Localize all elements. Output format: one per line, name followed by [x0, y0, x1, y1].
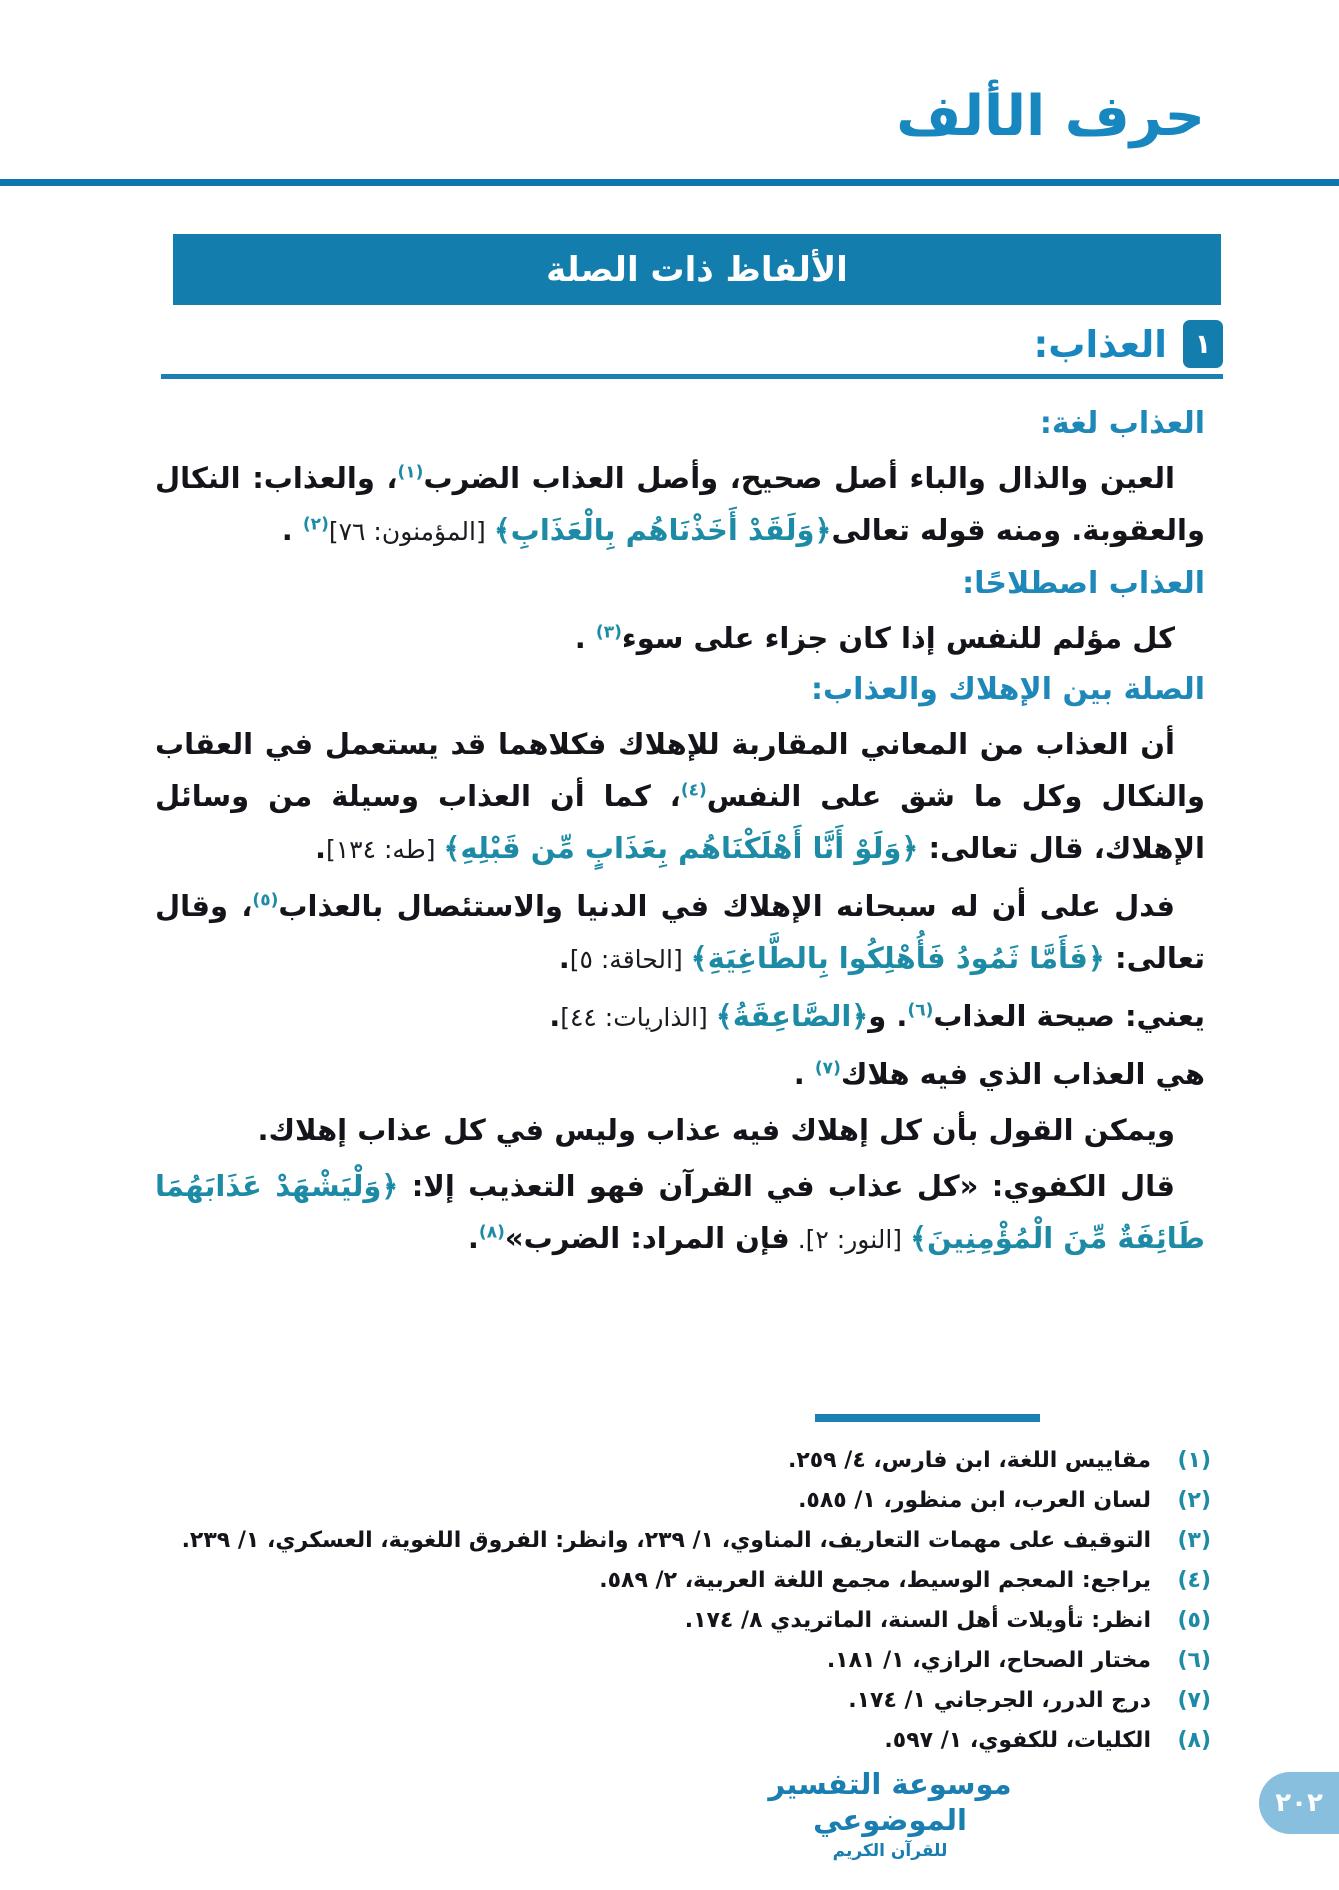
entry-number-badge: ١ — [1183, 320, 1223, 368]
quran-quote: ﴿الصَّاعِقَةُ﴾ — [715, 999, 869, 1033]
footnote-marker: (٣) — [595, 622, 622, 643]
logo-subtitle: للقرآن الكريم — [832, 1841, 948, 1861]
verse-reference: [الذاريات: ٤٤] — [560, 1003, 716, 1032]
footnote-text: درج الدرر، الجرجاني ١/ ١٧٤. — [848, 1688, 1151, 1713]
footnote-number: (٥) — [1177, 1608, 1211, 1633]
body-text: أن العذاب من المعاني المقاربة للإهلاك فكلاهما قد يستعمل في العقاب والنكال وكل ما شق على النفس — [155, 727, 1206, 813]
verse-reference: [الحاقة: ٥] — [569, 945, 691, 974]
footnotes-divider — [815, 1414, 1040, 1422]
body-paragraph-definition — [155, 612, 1205, 664]
footnote-item — [129, 1522, 1211, 1560]
entry-content — [155, 402, 1205, 1270]
publisher-logo — [768, 1766, 1012, 1861]
logo-title: موسوعة التفسير الموضوعي — [768, 1767, 1012, 1837]
section-bar-title: الألفاظ ذات الصلة — [546, 249, 848, 290]
footnote-item — [129, 1682, 1211, 1720]
body-paragraph-meaning-1 — [155, 990, 1205, 1044]
body-text: . — [574, 621, 596, 655]
body-paragraph-meaning-2 — [155, 1048, 1205, 1100]
footnote-marker: (٤) — [680, 780, 707, 801]
body-paragraph-kafawi-quote — [155, 1160, 1205, 1266]
footnote-marker: (٧) — [814, 1058, 841, 1079]
body-text: قال الكفوي: «كل عذاب في القرآن فهو التعذيب إلا: — [398, 1169, 1175, 1203]
body-text: ، كما أن العذاب وسيلة من وسائل الإهلاك، قال تعالى: — [155, 779, 1205, 865]
body-text: يعني: صيحة العذاب — [933, 999, 1205, 1033]
footnote-number: (٨) — [1177, 1728, 1211, 1753]
body-text: فإن المراد: الضرب» — [504, 1221, 790, 1255]
quran-quote: ﴿وَلَقَدْ أَخَذْنَاهُم بِالْعَذَابِ﴾ — [493, 513, 832, 547]
footnote-marker: (٥) — [252, 890, 279, 911]
footnote-text: يراجع: المعجم الوسيط، مجمع اللغة العربية، ٢/ ٥٨٩. — [599, 1568, 1151, 1593]
subheading-relation: الصلة بين الإهلاك والعذاب: — [811, 672, 1205, 707]
body-paragraph-conclusion — [155, 1104, 1205, 1156]
footnote-item — [129, 1642, 1211, 1680]
footnote-marker: (٨) — [478, 1222, 505, 1243]
footnote-number: (٤) — [1177, 1568, 1211, 1593]
entry-title: العذاب: — [1033, 322, 1167, 366]
page-number-badge — [1259, 1772, 1339, 1834]
footnote-text: التوقيف على مهمات التعاريف، المناوي، ١/ ٢٣٩، وانظر: الفروق اللغوية، العسكري، ١/ ٢٣٩. — [181, 1528, 1151, 1553]
body-text: فدل على أن له سبحانه الإهلاك في الدنيا والاستئصال بالعذاب — [278, 889, 1175, 923]
footnote-text: مختار الصحاح، الرازي، ١/ ١٨١. — [826, 1648, 1151, 1673]
quran-quote: ﴿وَلْيَشْهَدْ عَذَابَهُمَا طَائِفَةٌ مِّنَ الْمُؤْمِنِينَ﴾ — [155, 1169, 1205, 1255]
entry-heading — [1034, 320, 1224, 368]
footnote-number: (٦) — [1177, 1648, 1211, 1673]
page-number: ٢٠٢ — [1275, 1788, 1323, 1818]
verse-reference: [المؤمنون: ٧٦] — [328, 517, 494, 546]
footnote-marker: (٢) — [302, 514, 329, 535]
footnote-text: انظر: تأويلات أهل السنة، الماتريدي ٨/ ١٧٤. — [684, 1608, 1151, 1633]
footnote-text: مقاييس اللغة، ابن فارس، ٤/ ٢٥٩. — [787, 1448, 1151, 1473]
footnote-marker: (١) — [397, 462, 424, 483]
footnote-item — [129, 1602, 1211, 1640]
subheading-terminology: العذاب اصطلاحًا: — [962, 566, 1205, 601]
body-text: . — [467, 1221, 479, 1255]
body-text: ، والعذاب: النكال والعقوبة. ومنه قوله تعالى — [155, 461, 1205, 547]
footnote-text: الكليات، للكفوي، ١/ ٥٩٧. — [884, 1728, 1151, 1753]
entry-divider — [161, 374, 1223, 379]
body-paragraph-etymology — [155, 452, 1205, 558]
verse-reference: [طه: ١٣٤] — [325, 835, 444, 864]
body-text: . — [281, 513, 303, 547]
body-text: هي العذاب الذي فيه هلاك — [840, 1057, 1205, 1091]
verse-reference: [النور: ٢]. — [789, 1225, 911, 1254]
footnote-marker: (٦) — [907, 1000, 934, 1021]
body-text: . — [314, 831, 326, 865]
footnote-text: لسان العرب، ابن منظور، ١/ ٥٨٥. — [798, 1488, 1151, 1513]
footnotes-list — [129, 1442, 1211, 1762]
quran-quote: ﴿فَأَمَّا ثَمُودُ فَأُهْلِكُوا بِالطَّاغِيَةِ﴾ — [690, 941, 1105, 975]
body-paragraph-relation-2 — [155, 880, 1205, 986]
quran-quote: ﴿وَلَوْ أَنَّا أَهْلَكْنَاهُم بِعَذَابٍ مِّن قَبْلِهِ﴾ — [443, 831, 919, 865]
body-text: . — [793, 1057, 815, 1091]
body-paragraph-relation-1 — [155, 718, 1205, 876]
body-text: كل مؤلم للنفس إذا كان جزاء على سوء — [621, 621, 1175, 655]
footnote-number: (٣) — [1177, 1528, 1211, 1553]
body-text: . و — [868, 999, 908, 1033]
body-text: . — [558, 941, 570, 975]
body-text: . — [549, 999, 561, 1033]
footnote-number: (٢) — [1177, 1488, 1211, 1513]
footnote-item — [129, 1562, 1211, 1600]
footnote-item — [129, 1482, 1211, 1520]
header-divider — [0, 179, 1339, 186]
subheading-linguistic: العذاب لغة: — [1039, 406, 1205, 441]
footnote-item — [129, 1442, 1211, 1480]
body-text: العين والذال والباء أصل صحيح، وأصل العذاب الضرب — [423, 461, 1175, 495]
body-text: ، وقال تعالى: — [155, 889, 1205, 975]
section-title-bar — [173, 234, 1221, 305]
chapter-running-head: حرف الألف — [896, 84, 1205, 149]
footnote-number: (٧) — [1177, 1688, 1211, 1713]
footnote-item — [129, 1722, 1211, 1760]
footnote-number: (١) — [1177, 1448, 1211, 1473]
body-text: ويمكن القول بأن كل إهلاك فيه عذاب وليس في كل عذاب إهلاك. — [257, 1113, 1175, 1147]
